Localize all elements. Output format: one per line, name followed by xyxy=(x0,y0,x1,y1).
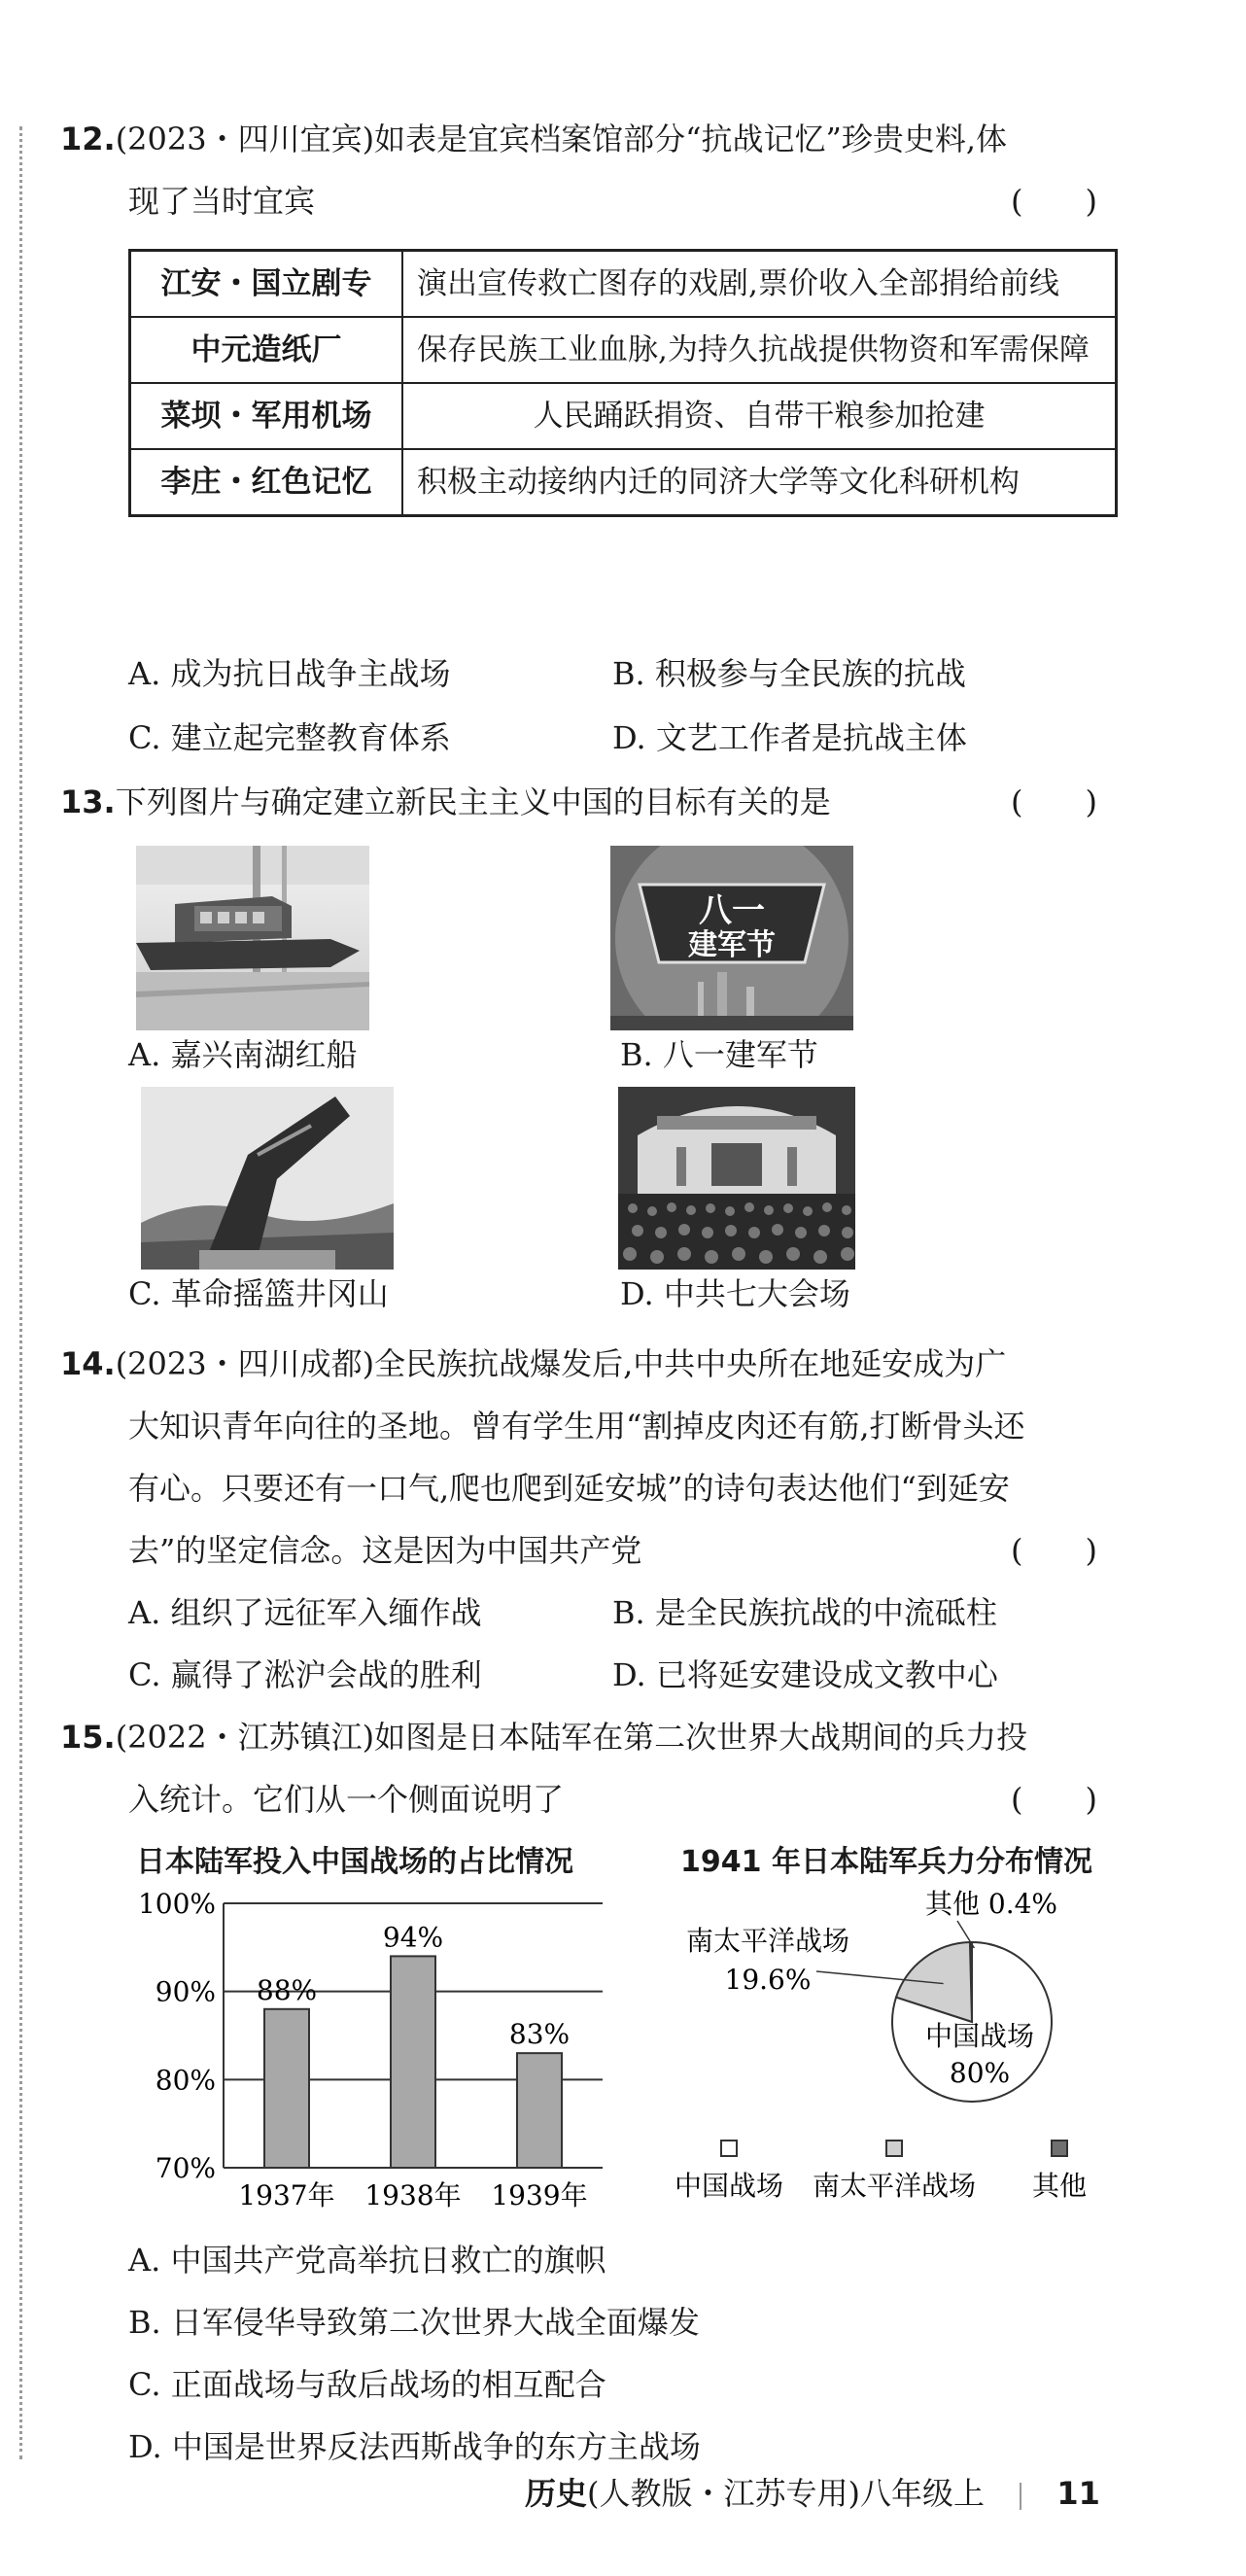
slice-label-south-pacific-value: 19.6% xyxy=(724,1964,812,1996)
q13-caption-b[interactable]: B. 八一建军节 xyxy=(620,1036,818,1073)
q14-option-c[interactable]: C. 赢得了淞沪会战的胜利 xyxy=(128,1656,482,1693)
poster-text-bayi: 八一 xyxy=(699,891,765,930)
q14-line1: 14.(2023・四川成都)全民族抗战爆发后,中共中央所在地延安成为广 xyxy=(60,1345,1007,1382)
q14-line2: 大知识青年向往的圣地。曾有学生用“割掉皮肉还有筋,打断骨头还 xyxy=(128,1408,1025,1445)
q12-option-c[interactable]: C. 建立起完整教育体系 xyxy=(128,719,451,756)
q14-number: 14. xyxy=(60,1345,116,1382)
q15-answer-blank[interactable]: ( ) xyxy=(1011,1781,1097,1818)
table-value: 演出宣传救亡图存的戏剧,票价收入全部捐给前线 xyxy=(402,251,1117,318)
footer-subject: 历史 xyxy=(525,2475,588,2512)
q13-caption-d[interactable]: D. 中共七大会场 xyxy=(620,1275,850,1312)
slice-label-china-value: 80% xyxy=(949,2057,1011,2089)
bar-value-label: 83% xyxy=(508,2018,571,2051)
table-value: 人民踊跃捐资、自带干粮参加抢建 xyxy=(402,383,1117,449)
q15-option-b[interactable]: B. 日军侵华导致第二次世界大战全面爆发 xyxy=(128,2304,700,2341)
legend-label: 中国战场 xyxy=(674,2170,784,2202)
slice-label-china: 中国战场 xyxy=(924,2020,1035,2052)
poster-text-jianjunjie: 建军节 xyxy=(688,928,776,962)
legend-swatch xyxy=(721,2141,737,2156)
q14-answer-blank[interactable]: ( ) xyxy=(1011,1532,1097,1569)
pie-chart xyxy=(671,1886,1127,2226)
slice-label-south-pacific: 南太平洋战场 xyxy=(685,1925,850,1957)
jinggangshan-monument-image xyxy=(141,1087,394,1270)
table-row xyxy=(130,449,1117,516)
slice-label-other: 其他 0.4% xyxy=(925,1888,1058,1920)
table-key: 中元造纸厂 xyxy=(130,317,403,383)
page-footer xyxy=(525,2469,1100,2514)
table-key: 江安・国立剧专 xyxy=(130,251,403,318)
table-row xyxy=(130,251,1117,318)
q12-option-b[interactable]: B. 积极参与全民族的抗战 xyxy=(612,655,966,692)
footer-edition: (人教版・江苏专用)八年级上 xyxy=(587,2475,985,2512)
q12-number: 12. xyxy=(60,121,116,157)
table-row xyxy=(130,383,1117,449)
q15-line2: 入统计。它们从一个侧面说明了 xyxy=(128,1781,565,1818)
q12-option-a[interactable]: A. 成为抗日战争主战场 xyxy=(128,655,451,692)
q14-option-d[interactable]: D. 已将延安建设成文教中心 xyxy=(612,1656,998,1693)
q13-caption-c[interactable]: C. 革命摇篮井冈山 xyxy=(128,1275,389,1312)
legend-swatch xyxy=(1052,2141,1067,2156)
table-value: 积极主动接纳内迁的同济大学等文化科研机构 xyxy=(402,449,1117,516)
q14-option-a[interactable]: A. 组织了远征军入缅作战 xyxy=(128,1594,482,1631)
bar xyxy=(517,2053,562,2168)
seventh-congress-hall-image xyxy=(618,1087,855,1270)
q15-option-a[interactable]: A. 中国共产党高举抗日救亡的旗帜 xyxy=(128,2242,606,2279)
table-row xyxy=(130,317,1117,383)
q12-line1: 12.(2023・四川宜宾)如表是宜宾档案馆部分“抗战记忆”珍贵史料,体 xyxy=(60,121,1007,157)
q12-table xyxy=(128,249,1118,517)
q13-line1: 13.下列图片与确定建立新民主主义中国的目标有关的是 xyxy=(60,783,831,820)
q13-answer-blank[interactable]: ( ) xyxy=(1011,783,1097,820)
q14-option-b[interactable]: B. 是全民族抗战的中流砥柱 xyxy=(612,1594,997,1631)
y-tick-label: 80% xyxy=(155,2064,216,2097)
q15-option-c[interactable]: C. 正面战场与敌后战场的相互配合 xyxy=(128,2366,606,2403)
page-number: 11 xyxy=(1056,2475,1100,2512)
y-tick-label: 70% xyxy=(155,2152,216,2184)
legend-label: 其他 xyxy=(1031,2170,1088,2202)
bar xyxy=(391,1956,435,2168)
q13-caption-a[interactable]: A. 嘉兴南湖红船 xyxy=(128,1036,358,1073)
y-tick-label: 90% xyxy=(155,1975,216,2008)
y-tick-label: 100% xyxy=(137,1888,216,1920)
q12-line2: 现了当时宜宾 xyxy=(128,183,316,220)
pie-chart-title: 1941 年日本陆军兵力分布情况 xyxy=(680,1845,1092,1879)
bar-value-label: 88% xyxy=(256,1973,318,2006)
red-boat-image xyxy=(136,846,369,1030)
q13-number: 13. xyxy=(60,783,116,820)
bar-chart xyxy=(117,1886,622,2216)
x-tick-label: 1937年 xyxy=(238,2179,335,2211)
q15-line1: 15.(2022・江苏镇江)如图是日本陆军在第二次世界大战期间的兵力投 xyxy=(60,1719,1028,1756)
legend-label: 南太平洋战场 xyxy=(812,2170,977,2202)
legend-swatch xyxy=(886,2141,902,2156)
bar xyxy=(264,2009,309,2168)
table-key: 菜坝・军用机场 xyxy=(130,383,403,449)
q14-line4: 去”的坚定信念。这是因为中国共产党 xyxy=(128,1532,642,1569)
table-value: 保存民族工业血脉,为持久抗战提供物资和军需保障 xyxy=(402,317,1117,383)
x-tick-label: 1938年 xyxy=(364,2179,462,2211)
bayi-poster-image xyxy=(610,846,853,1030)
bar-chart-title: 日本陆军投入中国战场的占比情况 xyxy=(136,1845,573,1879)
q12-answer-blank[interactable]: ( ) xyxy=(1011,183,1097,220)
x-tick-label: 1939年 xyxy=(491,2179,588,2211)
q15-option-d[interactable]: D. 中国是世界反法西斯战争的东方主战场 xyxy=(128,2428,701,2465)
q15-number: 15. xyxy=(60,1719,116,1756)
table-key: 李庄・红色记忆 xyxy=(130,449,403,516)
binding-margin-dots xyxy=(19,126,22,2459)
q12-option-d[interactable]: D. 文艺工作者是抗战主体 xyxy=(612,719,967,756)
bar-value-label: 94% xyxy=(382,1921,444,1954)
q14-line3: 有心。只要还有一口气,爬也爬到延安城”的诗句表达他们“到延安 xyxy=(128,1470,1010,1507)
footer-divider xyxy=(1020,2483,1021,2510)
